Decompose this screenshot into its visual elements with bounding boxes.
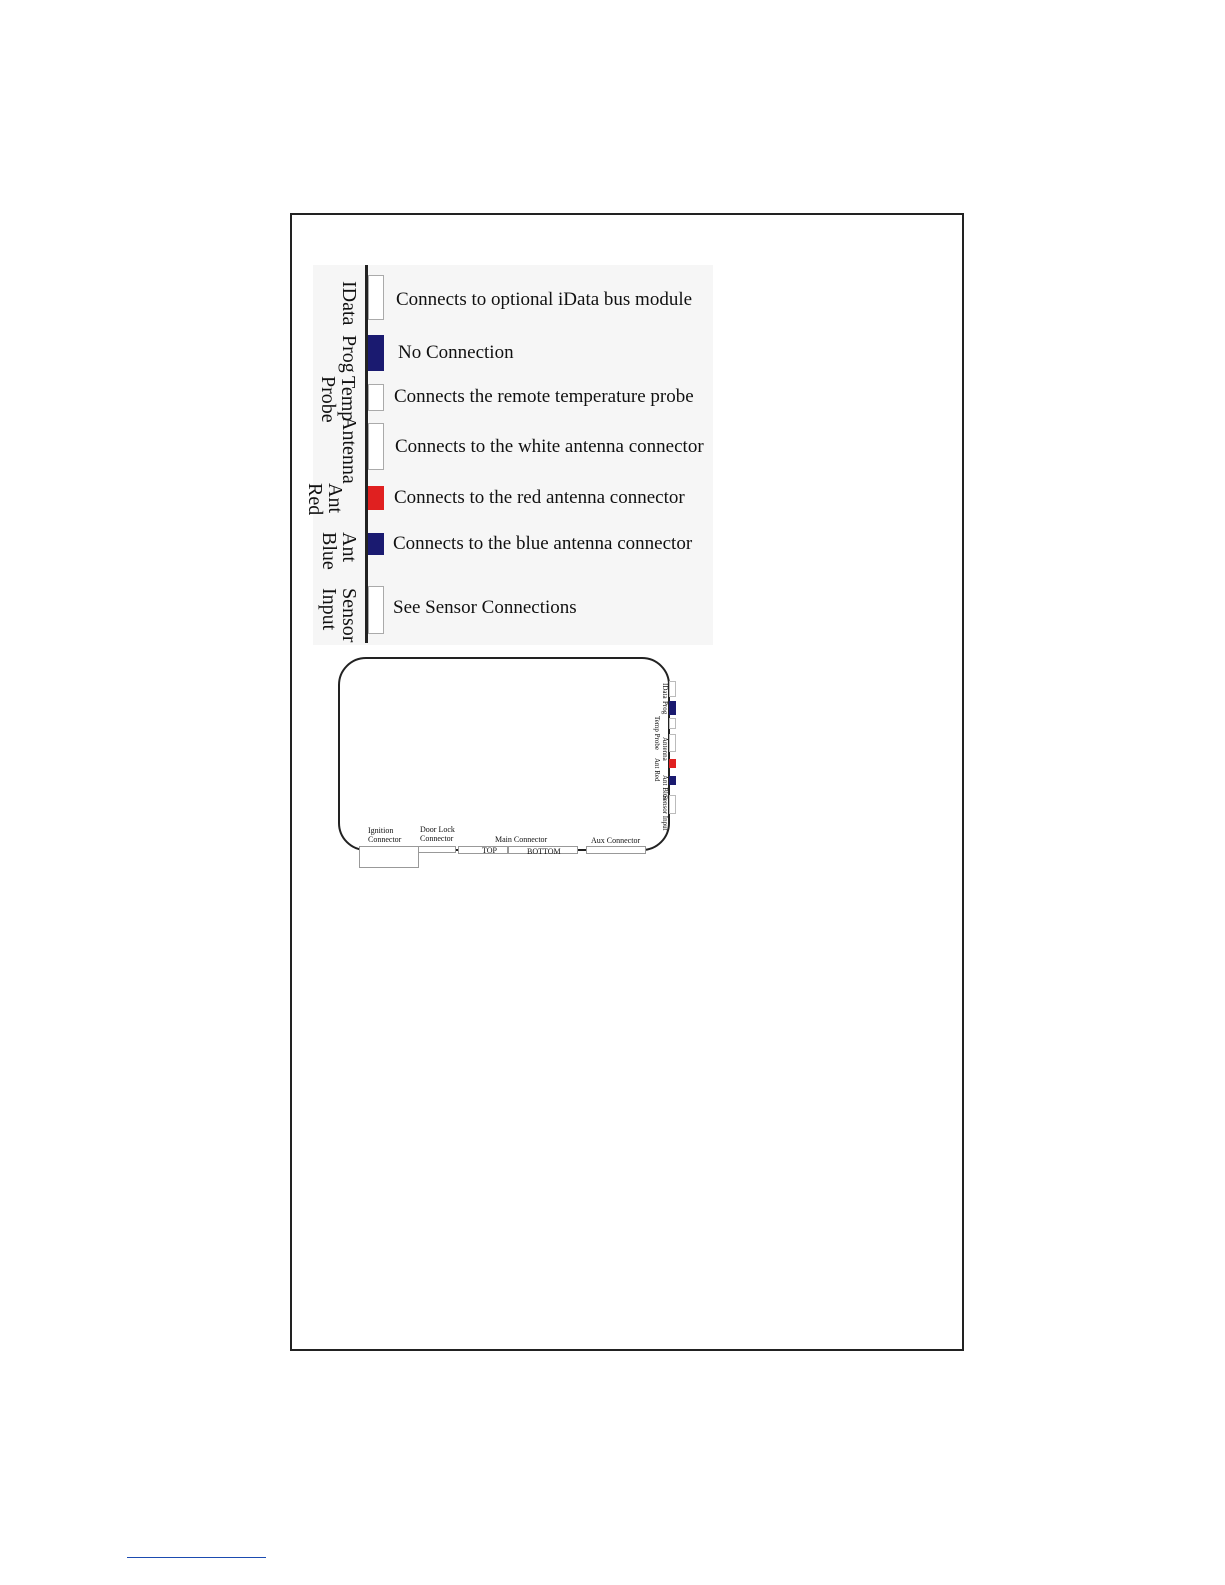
footnote-rule	[127, 1557, 266, 1558]
pin-label-temp-probe-line1: Temp	[337, 376, 359, 422]
swatch-sensor-input	[368, 586, 384, 634]
desc-idata: Connects to optional iData bus module	[396, 289, 693, 310]
pin-label-ant-blue-line1: Ant	[338, 532, 360, 562]
door-lock-connector-tab	[418, 846, 456, 853]
mini-swatch-prog	[669, 701, 676, 715]
desc-antenna: Connects to the white antenna connector	[395, 436, 704, 457]
mini-swatch-temp-probe	[669, 718, 676, 729]
pin-label-ant-red-line2: Red	[304, 483, 326, 516]
aux-connector-label: Aux Connector	[591, 836, 641, 845]
pin-label-antenna: Antenna	[338, 416, 360, 484]
swatch-ant-red	[368, 486, 384, 510]
module-board-outline	[338, 657, 670, 851]
pin-label-ant-red	[305, 483, 345, 515]
desc-ant-blue: Connects to the blue antenna connector	[393, 533, 693, 554]
swatch-prog	[368, 335, 384, 371]
swatch-ant-blue	[368, 533, 384, 555]
swatch-temp-probe	[368, 384, 384, 411]
desc-temp-probe: Connects the remote temperature probe	[394, 386, 694, 407]
mini-label-temp-probe: Temp Probe	[653, 716, 661, 750]
pin-label-ant-red-line1: Ant	[324, 483, 346, 513]
pin-label-ant-blue-line2: Blue	[318, 532, 340, 570]
mini-swatch-ant-blue	[669, 776, 676, 785]
desc-sensor-input: See Sensor Connections	[393, 597, 577, 618]
main-connector-top-label: TOP	[482, 846, 497, 855]
pin-label-sensor-input-line1: Sensor	[338, 588, 360, 643]
pin-label-ant-blue	[319, 532, 359, 570]
pin-label-temp-probe-line2: Probe	[317, 376, 339, 423]
door-lock-connector-label: Door Lock Connector	[420, 825, 455, 843]
pin-label-idata: IData	[338, 281, 360, 326]
main-connector-bottom-label: BOTTOM	[527, 847, 561, 856]
pin-label-prog: Prog	[338, 335, 360, 373]
mini-swatch-idata	[669, 681, 676, 697]
main-connector-label: Main Connector	[495, 835, 548, 844]
mini-label-ant-red: Ant Red	[653, 758, 661, 782]
desc-ant-red: Connects to the red antenna connector	[394, 487, 685, 508]
mini-label-prog: Prog	[661, 701, 669, 715]
mini-label-antenna: Antenna	[661, 737, 669, 761]
mini-label-sensor-input: Sensor Input	[661, 795, 669, 831]
mini-swatch-sensor-input	[669, 795, 676, 814]
mini-label-ant-blue: Ant Blue	[661, 775, 669, 801]
pin-label-sensor-input-line2: Input	[318, 588, 340, 631]
desc-prog: No Connection	[398, 342, 514, 363]
aux-connector-tab	[586, 846, 646, 854]
pin-label-sensor-input	[319, 588, 359, 642]
ignition-connector-label: Ignition Connector	[368, 826, 402, 844]
swatch-idata	[368, 275, 384, 320]
mini-swatch-antenna	[669, 734, 676, 752]
swatch-antenna	[368, 423, 384, 470]
mini-swatch-ant-red	[669, 759, 676, 768]
mini-label-idata: IData	[661, 683, 669, 699]
ignition-connector-tab	[359, 846, 419, 868]
